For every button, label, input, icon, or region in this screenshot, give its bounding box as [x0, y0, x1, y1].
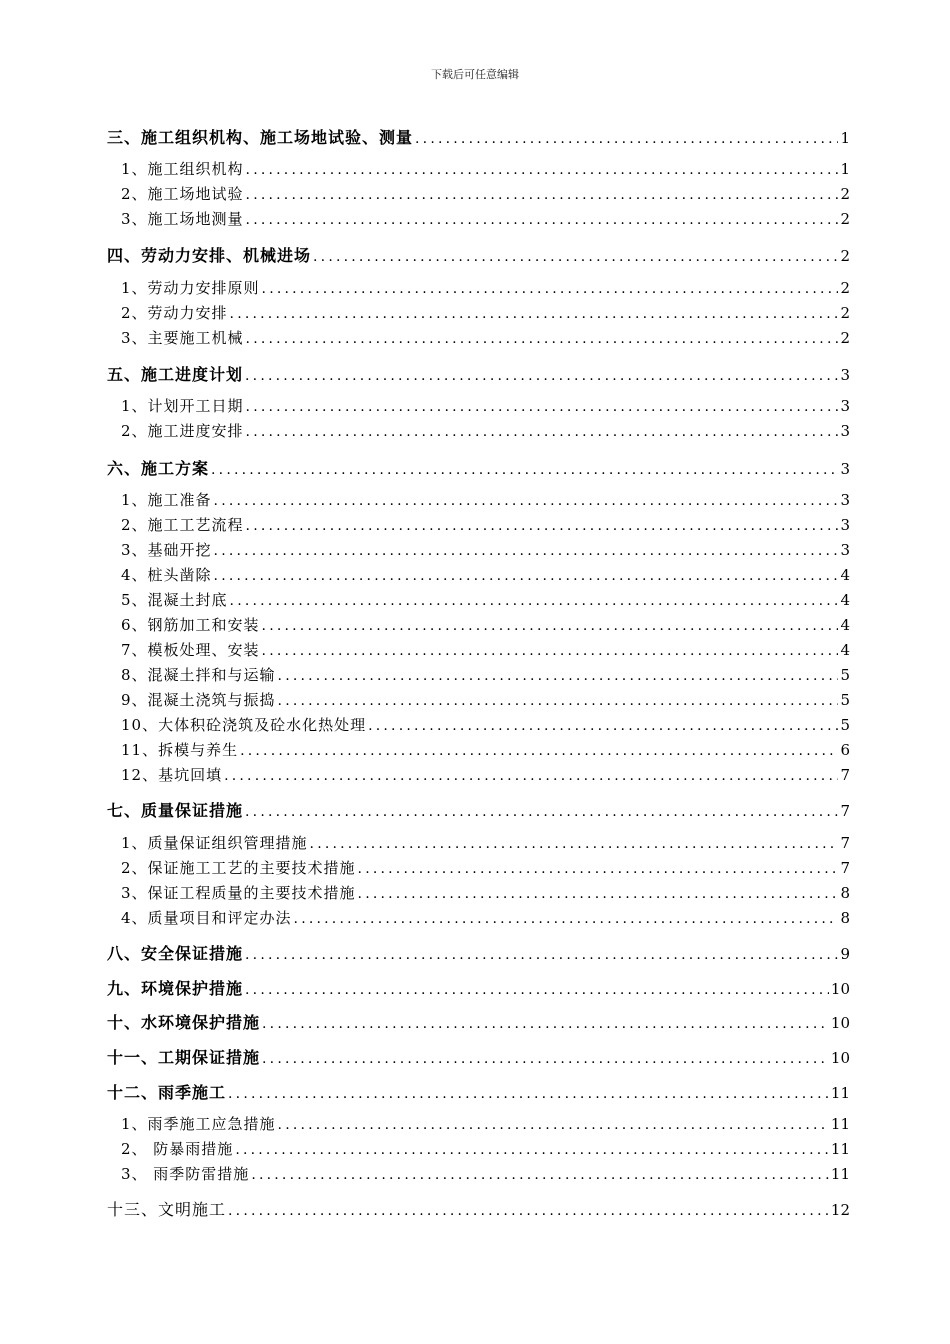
toc-entry-page-number: 7	[840, 859, 850, 877]
toc-entry-title: 四、劳动力安排、机械进场	[107, 246, 312, 265]
toc-entry-page-number: 10	[830, 980, 850, 998]
dot-leader	[245, 804, 838, 820]
toc-entry-page-number: 7	[840, 802, 850, 820]
toc-entry-title: 12、基坑回填	[121, 766, 223, 784]
dot-leader	[358, 861, 839, 877]
toc-entry-page-number: 6	[840, 741, 850, 759]
toc-entry[interactable]	[107, 243, 850, 266]
toc-entry-title: 五、施工进度计划	[107, 365, 244, 384]
dot-leader	[278, 1117, 829, 1133]
dot-leader	[245, 982, 829, 998]
toc-entry-page-number: 9	[840, 945, 850, 963]
dot-leader	[294, 911, 839, 927]
toc-entry[interactable]	[107, 302, 850, 323]
toc-entry[interactable]	[107, 539, 850, 560]
toc-entry[interactable]	[107, 362, 850, 385]
toc-entry-title: 2、劳动力安排	[121, 304, 228, 322]
dot-leader	[262, 281, 839, 297]
toc-entry[interactable]	[107, 764, 850, 785]
toc-entry-title: 1、劳动力安排原则	[121, 279, 260, 297]
dot-leader	[251, 1167, 829, 1183]
dot-leader	[368, 718, 838, 734]
dot-leader	[211, 462, 838, 478]
toc-entry-page-number: 3	[840, 541, 850, 559]
toc-entry-title: 2、保证施工工艺的主要技术措施	[121, 859, 356, 877]
toc-entry-title: 三、施工组织机构、施工场地试验、测量	[107, 128, 414, 147]
toc-entry-title: 3、主要施工机械	[121, 329, 244, 347]
toc-entry-page-number: 5	[840, 691, 850, 709]
toc-entry-page-number: 2	[840, 304, 850, 322]
toc-entry[interactable]	[107, 514, 850, 535]
toc-entry-title: 九、环境保护措施	[107, 979, 244, 998]
toc-entry-page-number: 11	[830, 1084, 850, 1102]
toc-entry-page-number: 4	[840, 591, 850, 609]
toc-entry-page-number: 5	[840, 716, 850, 734]
dot-leader	[262, 1051, 829, 1067]
toc-entry[interactable]	[107, 1113, 850, 1134]
toc-entry-title: 3、 雨季防雷措施	[121, 1165, 250, 1183]
toc-entry-page-number: 3	[840, 460, 850, 478]
toc-entry-page-number: 1	[840, 129, 850, 147]
toc-entry-title: 2、施工场地试验	[121, 185, 244, 203]
dot-leader	[246, 162, 839, 178]
toc-entry[interactable]	[107, 664, 850, 685]
toc-entry-title: 2、 防暴雨措施	[121, 1140, 234, 1158]
toc-entry[interactable]	[107, 714, 850, 735]
toc-entry-title: 七、质量保证措施	[107, 801, 244, 820]
dot-leader	[240, 743, 838, 759]
toc-entry-title: 十、水环境保护措施	[107, 1013, 261, 1032]
toc-entry[interactable]	[107, 857, 850, 878]
toc-entry-title: 9、混凝土浇筑与振捣	[121, 691, 276, 709]
toc-entry-title: 2、施工工艺流程	[121, 516, 244, 534]
dot-leader	[358, 886, 839, 902]
toc-entry-page-number: 4	[840, 616, 850, 634]
dot-leader	[246, 212, 839, 228]
toc-entry-title: 1、质量保证组织管理措施	[121, 834, 308, 852]
toc-entry-page-number: 8	[840, 884, 850, 902]
toc-entry-page-number: 10	[830, 1049, 850, 1067]
toc-entry-page-number: 11	[830, 1140, 850, 1158]
toc-entry[interactable]	[107, 882, 850, 903]
toc-entry-title: 3、保证工程质量的主要技术措施	[121, 884, 356, 902]
toc-entry-page-number: 12	[830, 1201, 850, 1219]
toc-entry-page-number: 8	[840, 909, 850, 927]
toc-entry[interactable]	[107, 420, 850, 441]
toc-entry[interactable]	[107, 739, 850, 760]
dot-leader	[228, 1203, 829, 1219]
toc-entry-title: 5、混凝土封底	[121, 591, 228, 609]
toc-entry[interactable]	[107, 1010, 850, 1033]
toc-entry[interactable]	[107, 1045, 850, 1068]
toc-entry[interactable]	[107, 689, 850, 710]
page-header: 下载后可任意编辑	[431, 68, 519, 81]
dot-leader	[246, 187, 839, 203]
toc-entry[interactable]	[107, 564, 850, 585]
toc-entry-title: 4、质量项目和评定办法	[121, 909, 292, 927]
toc-entry-page-number: 3	[840, 491, 850, 509]
toc-entry-page-number: 11	[830, 1115, 850, 1133]
toc-entry[interactable]	[107, 158, 850, 179]
toc-entry-title: 3、施工场地测量	[121, 210, 244, 228]
toc-entry-page-number: 11	[830, 1165, 850, 1183]
dot-leader	[214, 493, 839, 509]
toc-entry[interactable]	[107, 1138, 850, 1159]
toc-entry-title: 3、基础开挖	[121, 541, 212, 559]
dot-leader	[278, 668, 839, 684]
toc-entry-page-number: 7	[840, 834, 850, 852]
toc-entry[interactable]	[107, 1080, 850, 1103]
toc-entry-page-number: 4	[840, 566, 850, 584]
toc-entry[interactable]	[107, 1163, 850, 1184]
toc-entry-title: 11、拆模与养生	[121, 741, 239, 759]
toc-entry-title: 7、模板处理、安装	[121, 641, 260, 659]
toc-entry-page-number: 2	[840, 247, 850, 265]
toc-entry[interactable]	[107, 456, 850, 479]
toc-entry-title: 十二、雨季施工	[107, 1083, 227, 1102]
toc-entry-title: 1、计划开工日期	[121, 397, 244, 415]
dot-leader	[262, 643, 839, 659]
toc-entry-page-number: 5	[840, 666, 850, 684]
dot-leader	[313, 249, 838, 265]
dot-leader	[245, 368, 838, 384]
toc-entry-title: 2、施工进度安排	[121, 422, 244, 440]
toc-entry-page-number: 3	[840, 397, 850, 415]
dot-leader	[230, 306, 839, 322]
toc-entry-page-number: 3	[840, 516, 850, 534]
toc-entry[interactable]	[107, 208, 850, 229]
toc-entry-title: 十一、工期保证措施	[107, 1048, 261, 1067]
toc-entry[interactable]	[107, 907, 850, 928]
toc-entry[interactable]	[107, 639, 850, 660]
dot-leader	[245, 947, 838, 963]
toc-entry[interactable]	[107, 327, 850, 348]
toc-entry[interactable]	[107, 614, 850, 635]
dot-leader	[235, 1142, 829, 1158]
toc-entry[interactable]	[107, 941, 850, 964]
toc-entry-page-number: 3	[840, 366, 850, 384]
dot-leader	[415, 131, 838, 147]
toc-entry-page-number: 10	[830, 1014, 850, 1032]
toc-entry[interactable]	[107, 976, 850, 999]
toc-entry-page-number: 2	[840, 329, 850, 347]
toc-entry-title: 4、桩头凿除	[121, 566, 212, 584]
toc-entry[interactable]	[107, 832, 850, 853]
toc-entry-page-number: 3	[840, 422, 850, 440]
toc-entry[interactable]	[107, 1197, 850, 1220]
toc-entry-page-number: 2	[840, 210, 850, 228]
dot-leader	[214, 568, 839, 584]
dot-leader	[278, 693, 839, 709]
toc-entry-page-number: 7	[840, 766, 850, 784]
toc-entry-title: 1、施工准备	[121, 491, 212, 509]
toc-entry[interactable]	[107, 125, 850, 148]
dot-leader	[246, 331, 839, 347]
toc-entry[interactable]	[107, 395, 850, 416]
dot-leader	[246, 399, 839, 415]
toc-entry[interactable]	[107, 589, 850, 610]
toc-entry[interactable]	[107, 277, 850, 298]
toc-entry-title: 八、安全保证措施	[107, 944, 244, 963]
dot-leader	[246, 518, 839, 534]
toc-entry-title: 8、混凝土拌和与运输	[121, 666, 276, 684]
toc-entry-title: 十三、文明施工	[107, 1200, 227, 1219]
toc-entry[interactable]	[107, 489, 850, 510]
toc-entry[interactable]	[107, 798, 850, 821]
toc-entry-page-number: 2	[840, 279, 850, 297]
dot-leader	[230, 593, 839, 609]
dot-leader	[246, 424, 839, 440]
toc-entry-title: 6、钢筋加工和安装	[121, 616, 260, 634]
toc-entry-title: 1、雨季施工应急措施	[121, 1115, 276, 1133]
toc-entry-page-number: 1	[840, 160, 850, 178]
dot-leader	[224, 768, 838, 784]
dot-leader	[310, 836, 839, 852]
toc-entry-title: 10、大体积砼浇筑及砼水化热处理	[121, 716, 367, 734]
toc-entry[interactable]	[107, 183, 850, 204]
dot-leader	[262, 618, 839, 634]
dot-leader	[214, 543, 839, 559]
toc-entry-page-number: 4	[840, 641, 850, 659]
dot-leader	[262, 1016, 829, 1032]
toc-entry-title: 六、施工方案	[107, 459, 210, 478]
toc-entry-title: 1、施工组织机构	[121, 160, 244, 178]
dot-leader	[228, 1086, 829, 1102]
toc-entry-page-number: 2	[840, 185, 850, 203]
